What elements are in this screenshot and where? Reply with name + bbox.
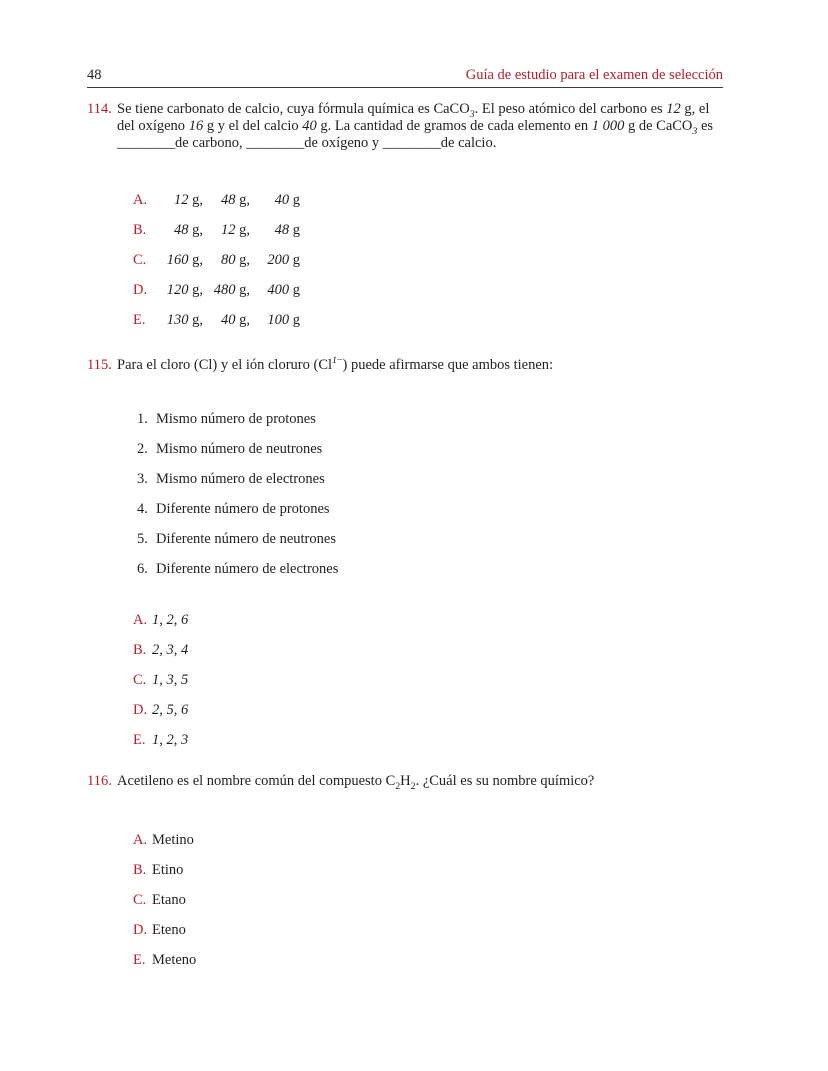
option-value: Meteno [152, 951, 197, 968]
question-115-number: 115. [87, 357, 112, 373]
statement-text: Mismo número de electrones [156, 470, 325, 487]
option-value: 400 g [267, 281, 300, 298]
statement-text: Diferente número de protones [156, 500, 330, 517]
statement-text: Diferente número de neutrones [156, 530, 336, 547]
question-116-number: 116. [87, 773, 112, 789]
option-row [133, 665, 188, 695]
option-label: A. [133, 191, 148, 208]
question-115-text: Para el cloro (Cl) y el ión cloruro $(Cl^{1-})$ puede afirmarse que ambos tienen: [117, 355, 554, 373]
option-value: 2, 5, 6 [152, 701, 189, 718]
statement-number: 6. [137, 560, 148, 577]
option-row [133, 945, 196, 975]
option-label: E. [133, 731, 146, 748]
option-row [133, 915, 196, 945]
question-115-options [133, 605, 188, 755]
statement-item [137, 494, 338, 524]
option-value: 100 g [267, 311, 300, 328]
option-label: D. [133, 921, 148, 938]
option-row [133, 885, 196, 915]
option-row [133, 635, 188, 665]
question-114-number: 114. [87, 101, 112, 117]
option-row [133, 855, 196, 885]
option-value: 200 g [267, 251, 300, 268]
header-title: Guía de estudio para el examen de selección [465, 67, 723, 83]
option-label: C. [133, 251, 147, 268]
option-value: 12 g, [221, 221, 250, 238]
option-label: B. [133, 861, 147, 878]
option-value: 1, 2, 6 [152, 611, 189, 628]
page-number: 48 [87, 67, 102, 83]
option-label: B. [133, 221, 147, 238]
statement-text: Mismo número de protones [156, 410, 316, 427]
option-value: 48 g, [221, 191, 250, 208]
statement-number: 1. [137, 410, 148, 427]
statement-text: Mismo número de neutrones [156, 440, 323, 457]
option-label: D. [133, 281, 148, 298]
option-row [133, 695, 188, 725]
statement-item [137, 464, 338, 494]
option-label: D. [133, 701, 148, 718]
option-label: B. [133, 641, 147, 658]
question-114-text: Se tiene carbonato de calcio, cuya fórmula química es CaCO$_3$. El peso atómico del carbono es 12 g, el del oxígeno 16 g y el del calcio 40 g. La cantidad de gramos de cada elemento en 1 000 g de CaCO$_3$ es ________de carbono, ________de oxígeno y ________de calcio. [117, 101, 714, 151]
option-row [133, 825, 196, 855]
page-header [87, 63, 723, 88]
question-115-statements [137, 404, 338, 584]
option-value: 1, 3, 5 [152, 671, 189, 688]
statement-number: 5. [137, 530, 148, 547]
option-value: 480 g, [213, 281, 250, 298]
question-116-text: Acetileno es el nombre común del compuesto $C_2H_2$. ¿Cuál es su nombre químico? [117, 773, 595, 792]
option-label: C. [133, 891, 147, 908]
question-116-options [133, 825, 196, 975]
option-label: E. [133, 951, 146, 968]
statement-number: 4. [137, 500, 148, 517]
statement-item [137, 434, 338, 464]
option-label: E. [133, 311, 146, 328]
option-row [133, 725, 188, 755]
question-114-options [133, 185, 300, 335]
option-value: 48 g, [174, 221, 203, 238]
statement-number: 2. [137, 440, 148, 457]
option-value: 80 g, [221, 251, 250, 268]
option-value: 1, 2, 3 [152, 731, 189, 748]
option-value: 120 g, [166, 281, 203, 298]
question-116 [87, 773, 725, 790]
question-114 [87, 101, 725, 152]
option-value: 130 g, [166, 311, 203, 328]
statement-item [137, 554, 338, 584]
option-value: 48 g [274, 221, 300, 238]
option-label: C. [133, 671, 147, 688]
statement-number: 3. [137, 470, 148, 487]
option-label: A. [133, 611, 148, 628]
option-value: Metino [152, 831, 194, 848]
option-label: A. [133, 831, 148, 848]
option-value: 160 g, [166, 251, 203, 268]
question-115 [87, 357, 725, 374]
option-value: Etino [152, 861, 184, 878]
option-row [133, 605, 188, 635]
statement-text: Diferente número de electrones [156, 560, 339, 577]
statement-item [137, 404, 338, 434]
option-value: 40 g [274, 191, 300, 208]
option-value: 40 g, [221, 311, 250, 328]
option-value: Eteno [152, 921, 186, 938]
option-value: 2, 3, 4 [152, 641, 189, 658]
option-value: 12 g, [174, 191, 203, 208]
option-value: Etano [152, 891, 186, 908]
statement-item [137, 524, 338, 554]
